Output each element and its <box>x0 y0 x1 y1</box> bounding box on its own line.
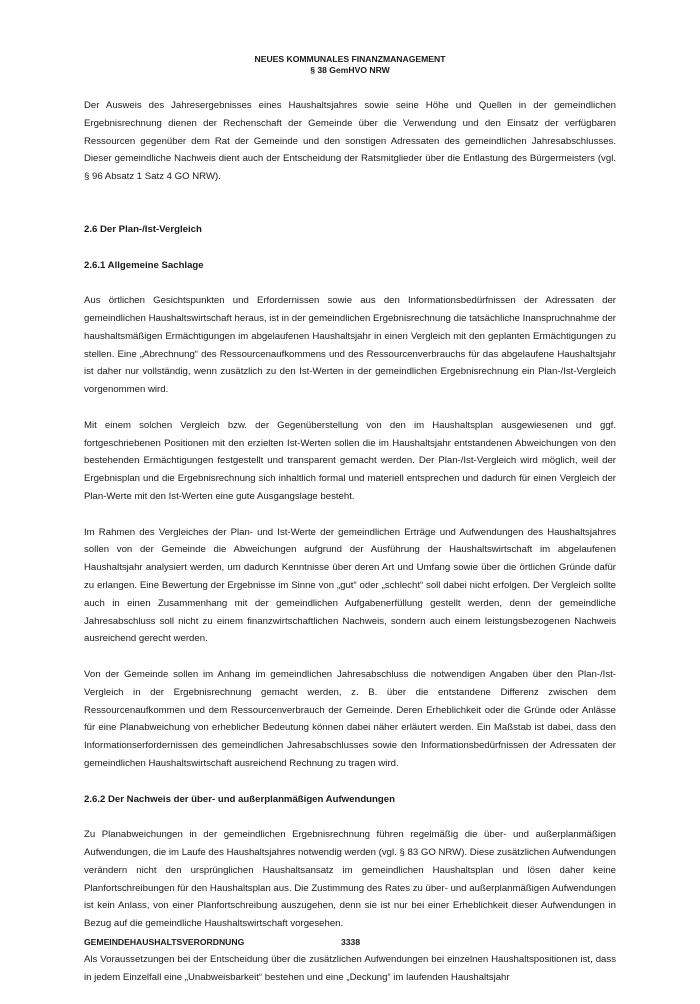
paragraph-sachlage-4: Von der Gemeinde sollen im Anhang im gemeindlichen Jahresabschluss die notwendigen Angaben über den Plan-/Ist-Vergleich in der Ergebnisrechnung gemacht werden, z. B. über die entstandene Differenz zwischen dem Ressourcenaufkommen und dem Ressourcenverbrauch der Gemeinde. Deren Erheblichkeit oder die Gründe oder Anlässe für eine Planabweichung von erheblicher Bedeutung können dabei näher erläutert werden. Ein Maßstab ist dabei, dass den Informationserfordernissen des gemeindlichen Jahresabschlusses sowie den Informationsbedürfnissen der Adressaten der gemeindlichen Haushaltswirtschaft ausreichend Rechnung zu tragen wird. <box>84 668 616 769</box>
header-title: NEUES KOMMUNALES FINANZMANAGEMENT <box>254 54 446 64</box>
page-header <box>0 54 700 76</box>
footer-title: GEMEINDEHAUSHALTSVERORDNUNG <box>84 937 245 947</box>
paragraph-sachlage-2: Mit einem solchen Vergleich bzw. der Gegenüberstellung von den im Haushaltsplan ausgewiesenen und ggf. fortgeschriebenen Positionen mit den erzielten Ist-Werten sollen die im Haushaltsjahr entstandenen Abweichungen von den bestehenden Ermächtigungen festgestellt und transparent gemacht werden. Der Plan-/Ist-Vergleich wird möglich, weil der Ergebnisplan und die Ergebnisrechnung sich inhaltlich formal und materiell entsprechen und dadurch für einen Vergleich der Plan-Werte mit den Ist-Werten eine gute Ausgangslage besteht. <box>84 419 616 502</box>
section-heading-2-6: 2.6 Der Plan-/Ist-Vergleich <box>84 223 202 235</box>
paragraph-intro: Der Ausweis des Jahresergebnisses eines Haushaltsjahres sowie seine Höhe und Quellen in der gemeindlichen Ergebnisrechnung dienen der Rechenschaft der Gemeinde über die Verwendung und den Einsatz der verfügbaren Ressourcen gegenüber dem Rat der Gemeinde und den sonstigen Adressaten des gemeindlichen Jahresabschlusses. Dieser gemeindliche Nachweis dient auch der Entscheidung der Ratsmitglieder über die Entlastung des Bürgermeisters (vgl. § 96 Absatz 1 Satz 4 GO NRW). <box>84 100 616 183</box>
paragraph-sachlage-3: Im Rahmen des Vergleiches der Plan- und Ist-Werte der gemeindlichen Erträge und Aufwendungen des Haushaltsjahres sollen von der Gemeinde die Abweichungen aufgrund der Ausführung der Haushaltswirtschaft im abgelaufenen Haushaltsjahr analysiert werden, um dadurch Kenntnisse über deren Art und Umfang sowie über die örtlichen Gründe dafür zu erlangen. Eine Bewertung der Ergebnisse im Sinne von „gut“ oder „schlecht“ soll dabei nicht erfolgen. Der Vergleich sollte auch in einen Zusammenhang mit der gemeindlichen Aufgabenerfüllung gestellt werden, denn der gemeindliche Jahresabschluss soll nicht zu einem finanzwirtschaftlichen Nachweis, sondern auch einem leistungsbezogenen Nachweis ausreichend gerecht werden. <box>84 526 616 645</box>
paragraph-nachweis-2: Als Voraussetzungen bei der Entscheidung über die zusätzlichen Aufwendungen bei einzelnen Haushaltspositionen ist, dass in jedem Einzelfall eine „Unabweisbarkeit“ bestehen und eine „Deckung“ im laufenden Haushaltsjahr <box>84 953 616 983</box>
paragraph-sachlage-1: Aus örtlichen Gesichtspunkten und Erfordernissen sowie aus den Informationsbedürfnissen der Adressaten der gemeindlichen Haushaltswirtschaft heraus, ist in der gemeindlichen Ergebnisrechnung die tatsächliche Inanspruchnahme der haushaltsmäßigen Ermächtigungen im abgelaufenen Haushaltsjahr in einen Vergleich mit den geplanten Ermächtigungen zu stellen. Eine „Abrechnung“ des Ressourcenaufkommens und des Ressourcenverbrauchs für das abgelaufene Haushaltsjahr ist daher nur vollständig, wenn zusätzlich zu den Ist-Werten in der gemeindlichen Ergebnisrechnung ein Plan-/Ist-Vergleich vorgenommen wird. <box>84 295 616 396</box>
header-subtitle: § 38 GemHVO NRW <box>310 65 390 75</box>
section-heading-2-6-1: 2.6.1 Allgemeine Sachlage <box>84 259 204 271</box>
page-number: 3338 <box>341 937 361 947</box>
paragraph-nachweis-1: Zu Planabweichungen in der gemeindlichen Ergebnisrechnung führen regelmäßig die über- und außerplanmäßigen Aufwendungen, die im Laufe des Haushaltsjahres notwendig werden (vgl. § 83 GO NRW). Diese zusätzlichen Aufwendungen verändern nicht den ursprünglichen Haushaltsansatz im gemeindlichen Haushaltsplan und lösen daher keine Planfortschreibungen für den Haushaltsplan aus. Die Zustimmung des Rates zu über- und außerplanmäßigen Aufwendungen ist kein Anlass, von einer Planfortschreibung auszugehen, denn sie ist nur bei einer Erheblichkeit dieser Aufwendungen in Bezug auf die gemeindliche Haushaltswirtschaft vorgesehen. <box>84 829 616 930</box>
section-heading-2-6-2: 2.6.2 Der Nachweis der über- und außerplanmäßigen Aufwendungen <box>84 793 395 805</box>
document-body <box>84 97 616 1004</box>
